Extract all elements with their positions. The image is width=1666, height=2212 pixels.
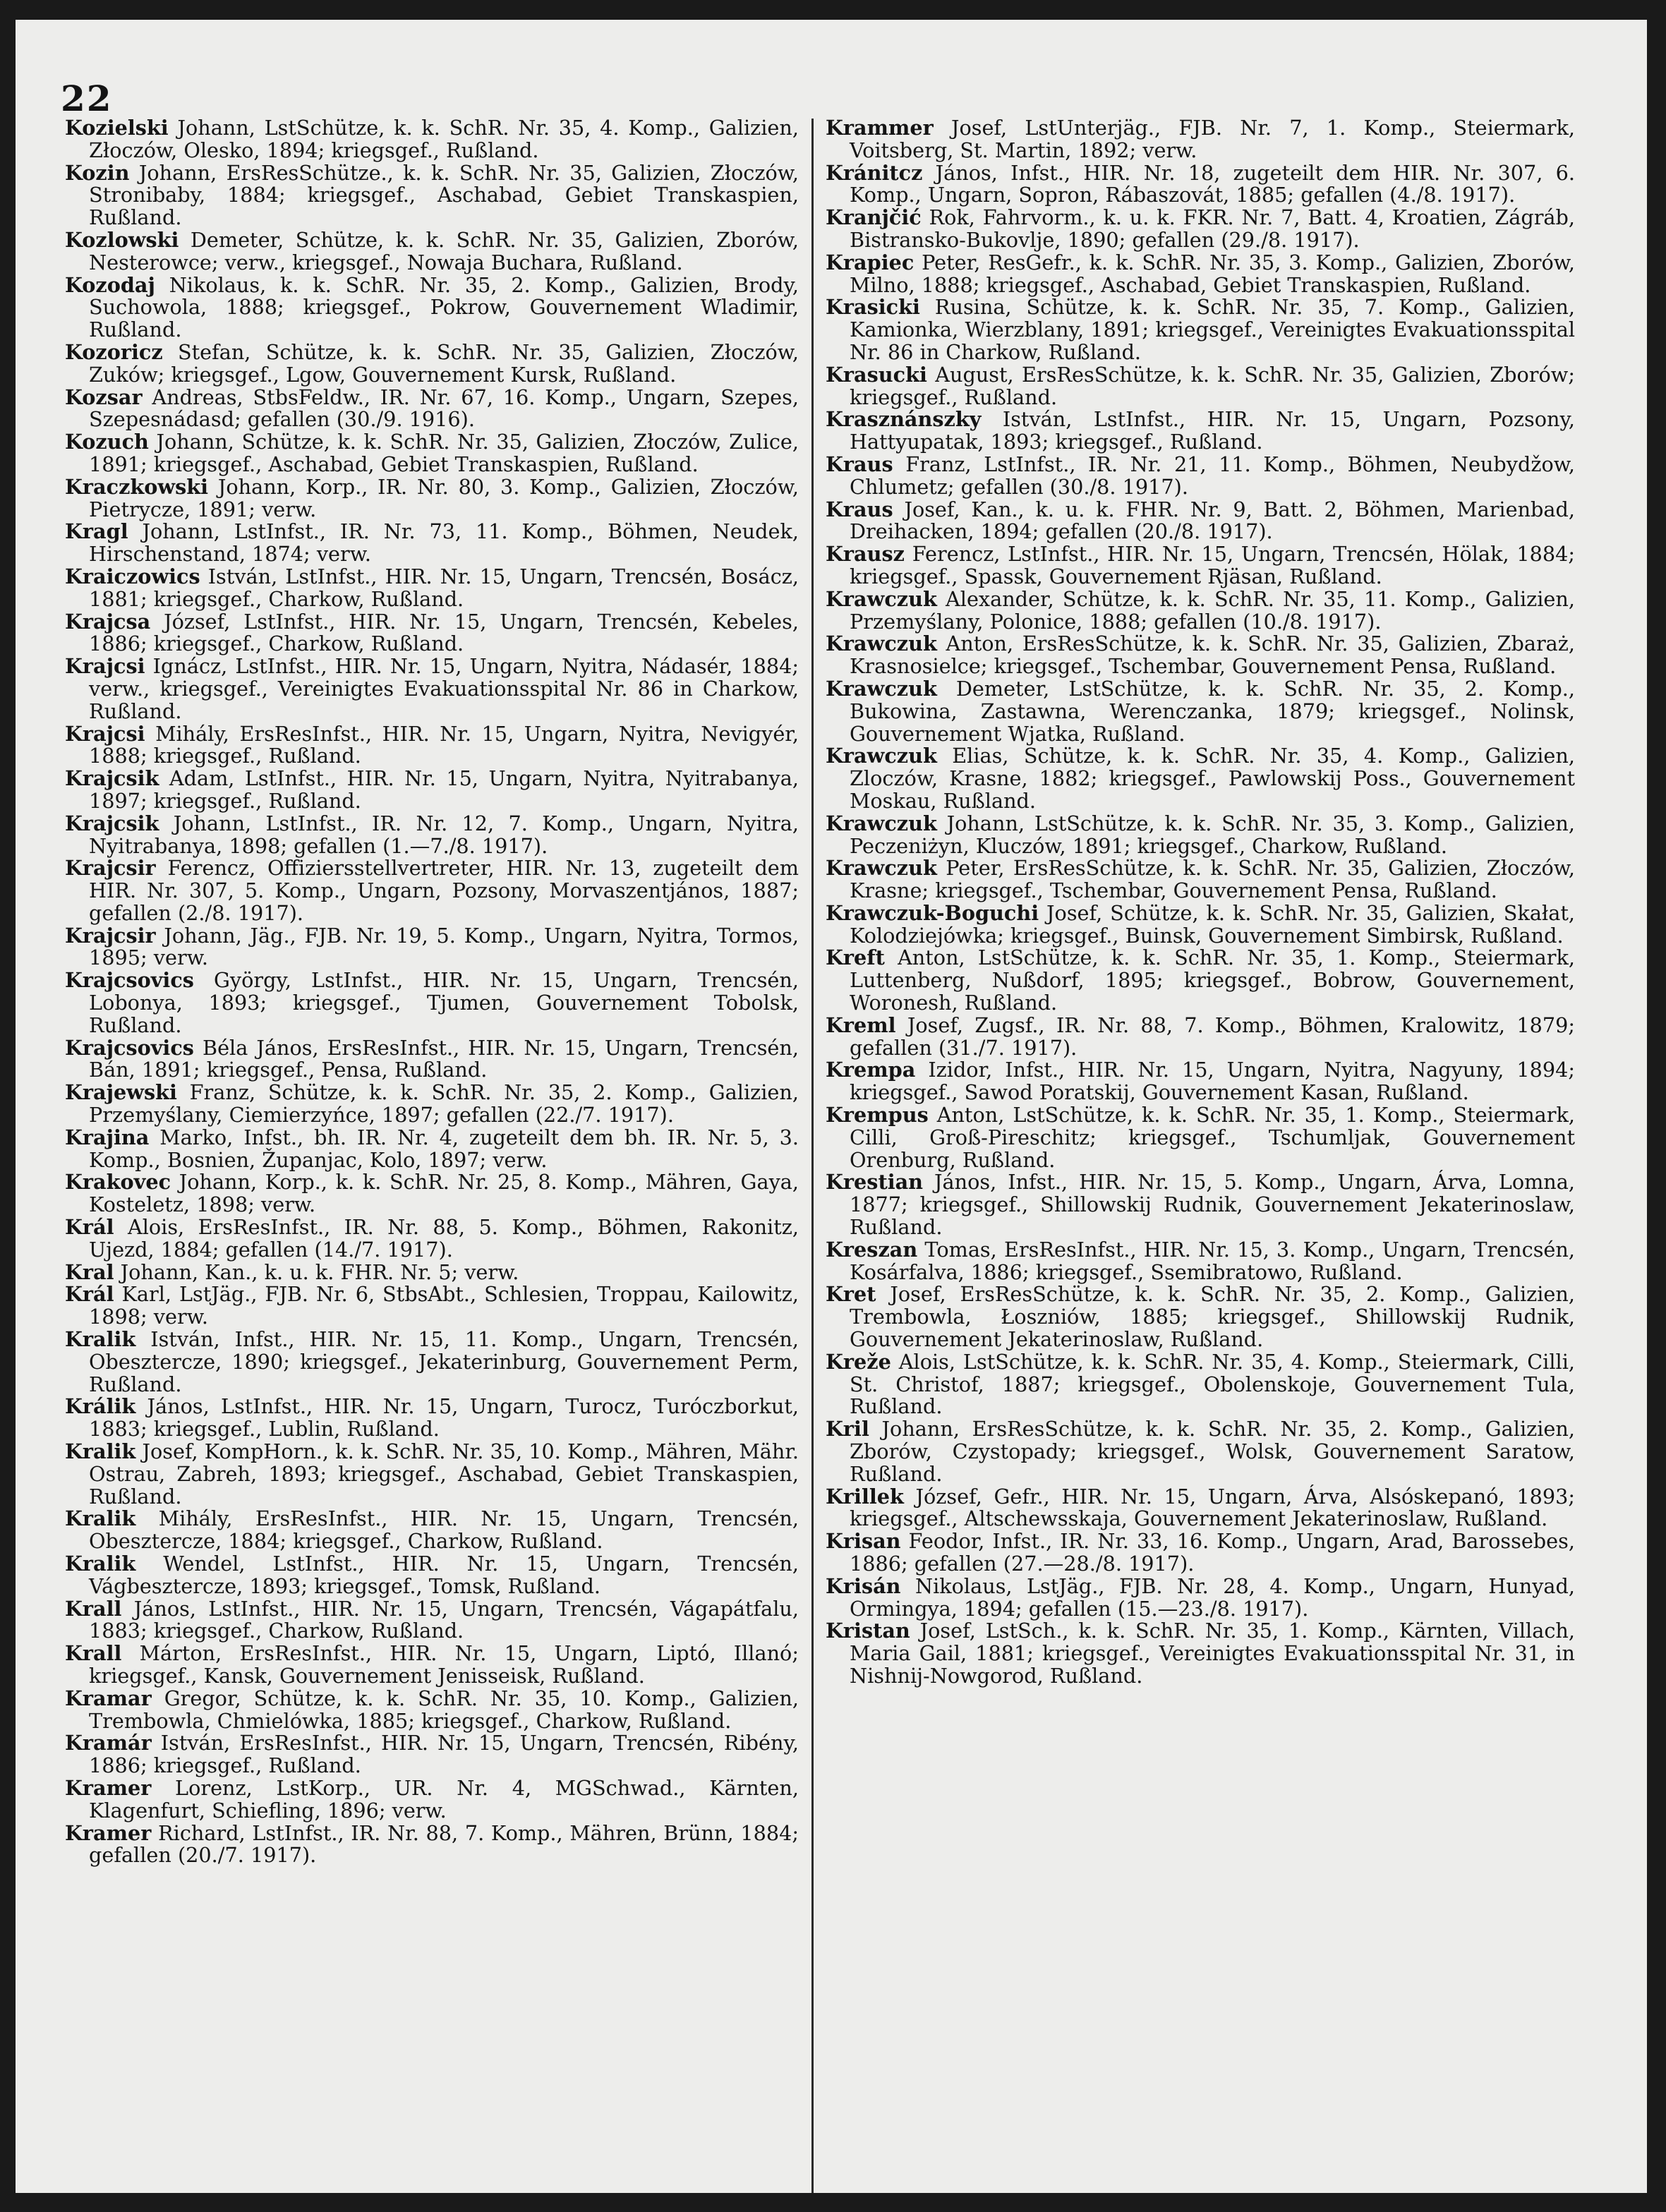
entry-details: Josef, ErsResSchütze, k. k. SchR. Nr. 35, 2. Komp., Galizien, Trembowla, Łoszniów, 1885; kriegsgef., Shillowskij Rudnik, Gouvernement Jekaterinoslaw, Rußland. (850, 1282, 1575, 1352)
entry-surname: Krapiec (826, 250, 915, 274)
register-entry (826, 678, 1575, 745)
entry-surname: Kraus (826, 497, 893, 521)
entry-details: János, LstInfst., HIR. Nr. 15, Ungarn, Trencsén, Vágapátfalu, 1883; kriegsgef., Charkow, Rußland. (89, 1596, 799, 1643)
entry-surname: Kreml (826, 1013, 896, 1037)
register-entry (826, 1239, 1575, 1284)
entry-surname: Krawczuk-Boguchi (826, 900, 1039, 925)
entry-details: Ignácz, LstInfst., HIR. Nr. 15, Ungarn, Nyitra, Nádasér, 1884; verw., kriegsgef., Vereinigtes Evakuationsspital Nr. 86 in Charkow, Rußland. (89, 654, 799, 723)
entry-surname: Krillek (826, 1484, 904, 1509)
entry-details: Ferencz, LstInfst., HIR. Nr. 15, Ungarn, Trencsén, Hölak, 1884; kriegsgef., Spassk, Gouvernement Rjäsan, Rußland. (850, 542, 1575, 588)
column-divider (811, 119, 814, 2193)
entry-surname: Krawczuk (826, 676, 937, 701)
entry-details: Alexander, Schütze, k. k. SchR. Nr. 35, 11. Komp., Galizien, Przemyślany, Polonice, 1888; gefallen (10./8. 1917). (850, 586, 1575, 634)
entry-surname: Kramer (65, 1775, 152, 1800)
entry-details: Alois, LstSchütze, k. k. SchR. Nr. 35, 4. Komp., Steiermark, Cilli, St. Christof, 1887; kriegsgef., Obolenskoje, Gouvernement Tula, Rußland. (850, 1349, 1575, 1419)
entry-details: Alois, ErsResInfst., IR. Nr. 88, 5. Komp., Böhmen, Rakonitz, Ujezd, 1884; gefallen (14./7. 1917). (89, 1215, 799, 1262)
register-entry (65, 339, 799, 387)
entry-details: Johann, Schütze, k. k. SchR. Nr. 35, Galizien, Złoczów, Zulice, 1891; kriegsgef., Aschabad, Gebiet Transkaspien, Rußland. (89, 430, 799, 476)
entry-details: Lorenz, LstKorp., UR. Nr. 4, MGSchwad., Kärnten, Klagenfurt, Schiefling, 1896; verw. (89, 1775, 799, 1823)
entry-surname: Kralik (65, 1506, 136, 1531)
register-entry (65, 1127, 799, 1172)
register-entry (826, 1620, 1575, 1687)
register-entry (65, 1082, 799, 1127)
entry-surname: Krempus (826, 1103, 929, 1128)
register-entry (826, 947, 1575, 1014)
entry-surname: Krestian (826, 1170, 924, 1195)
entry-surname: Kret (826, 1282, 876, 1307)
entry-surname: Krasicki (826, 295, 920, 320)
register-entry (65, 521, 799, 566)
register-entry (826, 745, 1575, 812)
entry-surname: Krajcsovics (65, 968, 194, 993)
register-entry (826, 813, 1575, 858)
entry-details: Ferencz, Offiziersstellvertreter, HIR. Nr. 13, zugeteilt dem HIR. Nr. 307, 5. Komp., Ungarn, Pozsony, Morvaszentjános, 1887; gefallen (2./8. 1917). (89, 856, 799, 925)
register-entry (826, 633, 1575, 678)
entry-details: Josef, LstUnterjäg., FJB. Nr. 7, 1. Komp., Steiermark, Voitsberg, St. Martin, 1892; verw. (850, 116, 1575, 162)
entry-surname: Král (65, 1282, 114, 1307)
register-entry (826, 902, 1575, 948)
entry-details: Karl, LstJäg., FJB. Nr. 6, StbsAbt., Schlesien, Troppau, Kailowitz, 1898; verw. (89, 1282, 799, 1329)
register-entry (65, 768, 799, 813)
entry-details: Josef, Zugsf., IR. Nr. 88, 7. Komp., Böhmen, Kralowitz, 1879; gefallen (31./7. 1917). (850, 1013, 1575, 1060)
entry-details: Johann, ErsResSchütze., k. k. SchR. Nr. 35, Galizien, Złoczów, Stronibaby, 1884; kriegsgef., Aschabad, Gebiet Transkaspien, Rußland. (89, 160, 799, 230)
entry-details: Marko, Infst., bh. IR. Nr. 4, zugeteilt dem bh. IR. Nr. 5, 3. Komp., Bosnien, Županjac, Kolo, 1897; verw. (89, 1125, 799, 1172)
entry-surname: Krisán (826, 1573, 901, 1598)
entry-details: János, Infst., HIR. Nr. 15, 5. Komp., Ungarn, Árva, Lomna, 1877; kriegsgef., Shillowskij Rudnik, Gouvernement Jekaterinoslaw, Rußland. (850, 1170, 1575, 1240)
entry-details: Johann, LstInfst., IR. Nr. 12, 7. Komp., Ungarn, Nyitra, Nyitrabanya, 1898; gefallen (1.—7./8. 1917). (89, 811, 799, 858)
entry-details: Béla János, ErsResInfst., HIR. Nr. 15, Ungarn, Trencsén, Bán, 1891; kriegsgef., Pensa, Rußland. (89, 1035, 799, 1082)
register-entry (65, 969, 799, 1037)
entry-surname: Krasznánszky (826, 407, 982, 432)
entry-details: Johann, Kan., k. u. k. FHR. Nr. 5; verw. (114, 1259, 519, 1284)
entry-surname: Kragl (65, 519, 128, 544)
entry-surname: Kránitcz (826, 160, 923, 185)
register-entry (65, 1216, 799, 1262)
entry-surname: Kozin (65, 160, 130, 185)
register-entry (826, 499, 1575, 544)
register-entry (826, 543, 1575, 588)
register-entry (826, 364, 1575, 409)
entry-details: Peter, ErsResSchütze, k. k. SchR. Nr. 35, Galizien, Złoczów, Krasne; kriegsgef., Tschembar, Gouvernement Pensa, Rußland. (850, 856, 1575, 903)
entry-surname: Kraus (826, 452, 893, 476)
entry-details: Stefan, Schütze, k. k. SchR. Nr. 35, Galizien, Złoczów, Zuków; kriegsgef., Lgow, Gouvernement Kursk, Rußland. (89, 339, 799, 387)
entry-surname: Kralik (65, 1439, 136, 1464)
entry-surname: Krajcsir (65, 923, 156, 948)
register-entry (65, 274, 799, 342)
register-entry (65, 387, 799, 432)
entry-details: Izidor, Infst., HIR. Nr. 15, Ungarn, Nyitra, Nagyuny, 1894; kriegsgef., Sawod Poratskij, Gouvernement Kasan, Rußland. (850, 1058, 1575, 1105)
register-entry (65, 1508, 799, 1553)
page-number: 22 (61, 78, 113, 119)
entry-details: Johann, LstSchütze, k. k. SchR. Nr. 35, 4. Komp., Galizien, Złoczów, Olesko, 1894; kriegsgef., Rußland. (89, 116, 799, 162)
entry-details: Johann, LstInfst., IR. Nr. 73, 11. Komp., Böhmen, Neudek, Hirschenstand, 1874; verw. (89, 519, 799, 567)
register-entry (826, 1015, 1575, 1060)
register-entry (65, 1396, 799, 1441)
register-entry (826, 1351, 1575, 1418)
entry-details: Franz, LstInfst., IR. Nr. 21, 11. Komp., Böhmen, Neubydžow, Chlumetz; gefallen (30./8. 1917). (850, 452, 1575, 499)
entry-surname: Krawczuk (826, 631, 937, 656)
entry-details: Johann, ErsResSchütze, k. k. SchR. Nr. 35, 2. Komp., Galizien, Zborów, Czystopady; kriegsgef., Wolsk, Gouvernement Saratow, Rußland. (850, 1417, 1575, 1486)
entry-surname: Kozodaj (65, 272, 155, 297)
entry-surname: Kral (65, 1259, 114, 1284)
register-entry (65, 655, 799, 723)
register-entry (826, 1418, 1575, 1485)
register-entry (65, 1820, 799, 1868)
entry-details: Anton, ErsResSchütze, k. k. SchR. Nr. 35, Galizien, Zbaraż, Krasnosielce; kriegsgef., Tschembar, Gouvernement Pensa, Rußland. (850, 631, 1575, 679)
entry-details: Nikolaus, LstJäg., FJB. Nr. 28, 4. Komp., Ungarn, Hunyad, Ormingya, 1894; gefallen (15.—23./8. 1917). (850, 1573, 1575, 1621)
register-entry (826, 1573, 1575, 1621)
entry-surname: Kramar (65, 1686, 152, 1710)
entry-surname: Králik (65, 1394, 136, 1419)
entry-surname: Kramár (65, 1731, 152, 1755)
entry-details: István, Infst., HIR. Nr. 15, 11. Komp., Ungarn, Trencsén, Obesztercze, 1890; kriegsgef., Jekaterinburg, Gouvernement Perm, Rußland. (89, 1327, 799, 1396)
entry-surname: Kralik (65, 1552, 136, 1576)
entry-surname: Krausz (826, 542, 905, 567)
register-entry (65, 813, 799, 858)
entry-surname: Kramer (65, 1820, 152, 1845)
entry-surname: Krajcsa (65, 609, 151, 634)
register-entry (65, 476, 799, 521)
entry-surname: Krajcsi (65, 721, 145, 746)
entry-details: Wendel, LstInfst., HIR. Nr. 15, Ungarn, Trencsén, Vágbesztercze, 1893; kriegsgef., Tomsk, Rußland. (89, 1552, 799, 1598)
entry-details: Andreas, StbsFeldw., IR. Nr. 67, 16. Komp., Ungarn, Szepes, Szepesnádasd; gefallen (30./9. 1916). (89, 385, 799, 432)
entry-surname: Kozlowski (65, 227, 179, 252)
entry-details: István, LstInfst., HIR. Nr. 15, Ungarn, Pozsony, Hattyupatak, 1893; kriegsgef., Rußland. (850, 407, 1575, 454)
register-entry (65, 1171, 799, 1216)
entry-details: Rusina, Schütze, k. k. SchR. Nr. 35, 7. Komp., Galizien, Kamionka, Wierzblany, 1891; kriegsgef., Vereinigtes Evakuationsspital Nr. 86 in Charkow, Rußland. (850, 295, 1575, 364)
entry-details: Johann, Korp., IR. Nr. 80, 3. Komp., Galizien, Złoczów, Pietrycze, 1891; verw. (89, 474, 799, 521)
entry-details: Rok, Fahrvorm., k. u. k. FKR. Nr. 7, Batt. 4, Kroatien, Zágráb, Bistransko-Bukovlje, 1890; gefallen (29./8. 1917). (850, 205, 1575, 252)
entry-surname: Krajina (65, 1125, 150, 1149)
register-entry (65, 857, 799, 924)
entry-details: Johann, LstSchütze, k. k. SchR. Nr. 35, 3. Komp., Galizien, Peczeniżyn, Kluczów, 1891; kriegsgef., Charkow, Rußland. (850, 811, 1575, 858)
register-entry (65, 1777, 799, 1823)
entry-surname: Krall (65, 1596, 122, 1621)
entry-details: János, LstInfst., HIR. Nr. 15, Ungarn, Turocz, Turóczborkut, 1883; kriegsgef., Lublin, Rußland. (89, 1394, 799, 1442)
entry-surname: Kozuch (65, 430, 149, 454)
entry-surname: Krawczuk (826, 811, 937, 835)
entry-details: Demeter, Schütze, k. k. SchR. Nr. 35, Galizien, Zborów, Nesterowce; verw., kriegsgef., Nowaja Buchara, Rußland. (89, 227, 799, 274)
register-entry (826, 1486, 1575, 1531)
register-entry (826, 1530, 1575, 1576)
register-entry (65, 1037, 799, 1082)
register-entry (65, 1732, 799, 1777)
register-entry (826, 857, 1575, 902)
register-entry (65, 1598, 799, 1643)
entry-details: István, LstInfst., HIR. Nr. 15, Ungarn, Trencsén, Bosácz, 1881; kriegsgef., Charkow, Rußland. (89, 564, 799, 611)
entry-surname: Kozielski (65, 116, 169, 140)
document-page (16, 20, 1647, 2193)
entry-surname: Krammer (826, 116, 934, 140)
register-entry (65, 1283, 799, 1329)
entry-surname: Krawczuk (826, 744, 937, 768)
entry-surname: Krisan (826, 1529, 901, 1554)
entry-surname: Kreft (826, 945, 885, 970)
register-entry (826, 1104, 1575, 1171)
register-entry (65, 566, 799, 611)
entry-surname: Kraczkowski (65, 474, 209, 499)
register-entry (826, 252, 1575, 297)
entry-surname: Krajcsovics (65, 1035, 194, 1060)
entry-surname: Kristan (826, 1619, 910, 1643)
entry-details: Demeter, LstSchütze, k. k. SchR. Nr. 35, 2. Komp., Bukowina, Zastawna, Werenczanka, 1879; kriegsgef., Nolinsk, Gouvernement Wjatka, Rußland. (850, 676, 1575, 746)
register-entry (65, 229, 799, 274)
register-entry (65, 723, 799, 768)
register-entry (65, 1329, 799, 1396)
entry-surname: Krajcsik (65, 766, 159, 791)
entry-details: Anton, LstSchütze, k. k. SchR. Nr. 35, 1. Komp., Steiermark, Luttenberg, Nußdorf, 1895; kriegsgef., Bobrow, Gouvernement, Woronesh, Rußland. (850, 945, 1575, 1015)
entry-surname: Král (65, 1215, 114, 1240)
entry-surname: Krakovec (65, 1170, 171, 1195)
register-entry (65, 1553, 799, 1598)
entry-details: Adam, LstInfst., HIR. Nr. 15, Ungarn, Nyitra, Nyitrabanya, 1897; kriegsgef., Rußland. (89, 766, 799, 813)
register-entry (65, 1441, 799, 1508)
register-entry (65, 611, 799, 656)
register-entry (826, 409, 1575, 454)
entry-surname: Krasucki (826, 362, 927, 387)
entry-surname: Krawczuk (826, 586, 937, 611)
entry-details: Josef, Schütze, k. k. SchR. Nr. 35, Galizien, Skałat, Kolodziejówka; kriegsgef., Buinsk, Gouvernement Simbirsk, Rußland. (850, 900, 1575, 948)
register-entry (826, 454, 1575, 499)
entry-details: Tomas, ErsResInfst., HIR. Nr. 15, 3. Komp., Ungarn, Trencsén, Kosárfalva, 1886; kriegsgef., Ssemibratowo, Rußland. (850, 1237, 1575, 1284)
register-entry (826, 1283, 1575, 1350)
entry-details: Franz, Schütze, k. k. SchR. Nr. 35, 2. Komp., Galizien, Przemyślany, Ciemierzyńce, 1897; gefallen (22./7. 1917). (89, 1080, 799, 1128)
register-entry (826, 1171, 1575, 1238)
register-entry (65, 925, 799, 970)
register-entry (65, 162, 799, 229)
register-entry (826, 296, 1575, 363)
register-entry (826, 117, 1575, 162)
register-entry (826, 588, 1575, 634)
entry-details: Elias, Schütze, k. k. SchR. Nr. 35, 4. Komp., Galizien, Zloczów, Krasne, 1882; kriegsgef., Pawlowskij Poss., Gouvernement Moskau, Rußland. (850, 744, 1575, 813)
entry-details: Márton, ErsResInfst., HIR. Nr. 15, Ungarn, Liptó, Illanó; kriegsgef., Kansk, Gouvernement Jenisseisk, Rußland. (89, 1641, 799, 1688)
entry-details: Mihály, ErsResInfst., HIR. Nr. 15, Ungarn, Nyitra, Nevigyér, 1888; kriegsgef., Rußland. (89, 721, 799, 768)
register-entry (65, 1643, 799, 1688)
register-entry (65, 1259, 799, 1284)
entry-surname: Kraiczowics (65, 564, 200, 588)
entry-details: János, Infst., HIR. Nr. 18, zugeteilt dem HIR. Nr. 307, 6. Komp., Ungarn, Sopron, Rábaszovát, 1885; gefallen (4./8. 1917). (850, 160, 1575, 207)
entry-surname: Kranjčić (826, 205, 922, 230)
entry-surname: Kril (826, 1417, 869, 1442)
entry-details: Josef, LstSch., k. k. SchR. Nr. 35, 1. Komp., Kärnten, Villach, Maria Gail, 1881; kriegsgef., Vereinigtes Evakuationsspital Nr. 31, in Nishnij-Nowgorod, Rußland. (850, 1619, 1575, 1688)
register-entry (65, 1688, 799, 1733)
entry-details: Feodor, Infst., IR. Nr. 33, 16. Komp., Ungarn, Arad, Barossebes, 1886; gefallen (27.—28./8. 1917). (850, 1529, 1575, 1576)
entry-details: Nikolaus, k. k. SchR. Nr. 35, 2. Komp., Galizien, Brody, Suchowola, 1888; kriegsgef., Pokrow, Gouvernement Wladimir, Rußland. (89, 272, 799, 342)
register-entry (826, 162, 1575, 207)
register-entry (826, 1059, 1575, 1104)
entry-details: Mihály, ErsResInfst., HIR. Nr. 15, Ungarn, Trencsén, Obesztercze, 1884; kriegsgef., Charkow, Rußland. (89, 1506, 799, 1554)
entry-details: Johann, Korp., k. k. SchR. Nr. 25, 8. Komp., Mähren, Gaya, Kosteletz, 1898; verw. (89, 1170, 799, 1217)
entry-surname: Krajewski (65, 1080, 177, 1105)
entry-details: Richard, LstInfst., IR. Nr. 88, 7. Komp., Mähren, Brünn, 1884; gefallen (20./7. 1917). (89, 1820, 799, 1868)
entry-details: Josef, KompHorn., k. k. SchR. Nr. 35, 10. Komp., Mähren, Mähr. Ostrau, Zabreh, 1893; kriegsgef., Aschabad, Gebiet Transkaspien, Rußland. (89, 1439, 799, 1509)
entry-details: József, Gefr., HIR. Nr. 15, Ungarn, Árva, Alsóskepanó, 1893; kriegsgef., Altschewsskaja, Gouvernement Jekaterinoslaw, Rußland. (850, 1484, 1575, 1531)
entry-surname: Krall (65, 1641, 122, 1666)
entry-details: István, ErsResInfst., HIR. Nr. 15, Ungarn, Trencsén, Ribény, 1886; kriegsgef., Rußland. (89, 1731, 799, 1778)
entry-surname: Krawczuk (826, 856, 937, 881)
entry-surname: Krempa (826, 1058, 916, 1082)
left-column (65, 117, 799, 1867)
entry-surname: Krajcsir (65, 856, 156, 881)
entry-details: György, LstInfst., HIR. Nr. 15, Ungarn, Trencsén, Lobonya, 1893; kriegsgef., Tjumen, Gouvernement Tobolsk, Rußland. (89, 968, 799, 1037)
entry-surname: Krajcsi (65, 654, 145, 679)
entry-details: Josef, Kan., k. u. k. FHR. Nr. 9, Batt. 2, Böhmen, Marienbad, Dreihacken, 1894; gefallen (20./8. 1917). (850, 497, 1575, 544)
register-entry (65, 117, 799, 162)
entry-details: József, LstInfst., HIR. Nr. 15, Ungarn, Trencsén, Kebeles, 1886; kriegsgef., Charkow, Rußland. (89, 609, 799, 656)
right-column (826, 117, 1575, 1688)
entry-surname: Kozoricz (65, 339, 163, 364)
entry-surname: Krajcsik (65, 811, 159, 835)
entry-details: Anton, LstSchütze, k. k. SchR. Nr. 35, 1. Komp., Steiermark, Cilli, Groß-Pireschitz; kriegsgef., Tschumljak, Gouvernement Orenburg, Rußland. (850, 1103, 1575, 1172)
entry-details: Peter, ResGefr., k. k. SchR. Nr. 35, 3. Komp., Galizien, Zborów, Milno, 1888; kriegsgef., Aschabad, Gebiet Transkaspien, Rußland. (850, 250, 1575, 297)
register-entry (65, 431, 799, 476)
entry-surname: Kozsar (65, 385, 143, 409)
entry-surname: Kreže (826, 1349, 891, 1374)
entry-details: Johann, Jäg., FJB. Nr. 19, 5. Komp., Ungarn, Nyitra, Tormos, 1895; verw. (89, 923, 799, 970)
register-entry (826, 207, 1575, 252)
entry-details: Gregor, Schütze, k. k. SchR. Nr. 35, 10. Komp., Galizien, Trembowla, Chmielówka, 1885; kriegsgef., Charkow, Rußland. (89, 1686, 799, 1733)
entry-surname: Kreszan (826, 1237, 918, 1262)
entry-details: August, ErsResSchütze, k. k. SchR. Nr. 35, Galizien, Zborów; kriegsgef., Rußland. (850, 362, 1575, 409)
entry-surname: Kralik (65, 1327, 136, 1352)
